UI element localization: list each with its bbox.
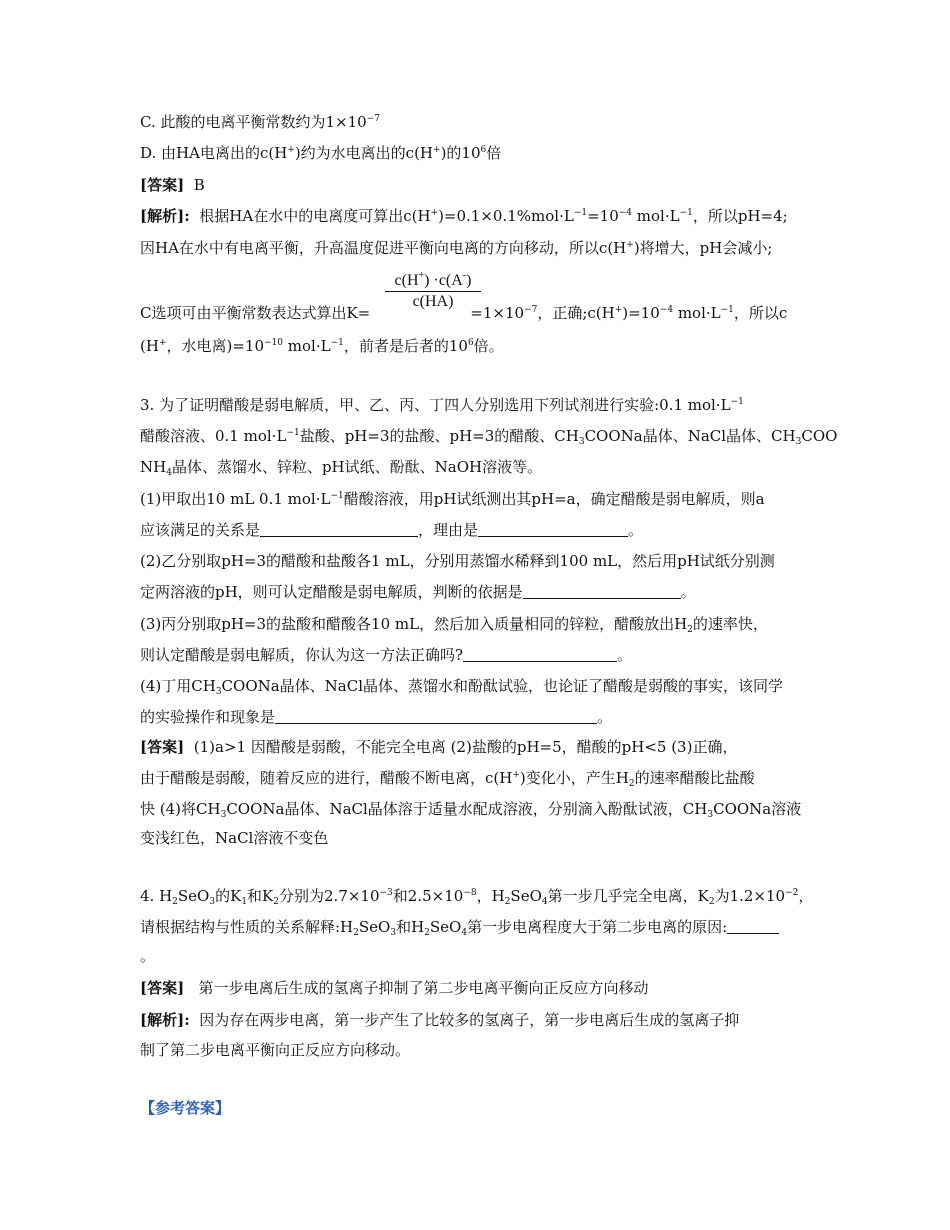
question-3-part-2-line-1: (2)乙分别取pH=3的醋酸和盐酸各1 mL，分别用蒸馏水稀释到100 mL，然后用pH试纸分别测	[140, 552, 775, 570]
question-3-part-1-line-1: (1)甲取出10 mL 0.1 $mol\cdot L^{-1}$醋酸溶液，用pH试纸测出其pH=a，确定醋酸是弱电解质，则a	[140, 490, 765, 508]
reference-answer-heading: 【参考答案】	[140, 1099, 231, 1117]
question-4-line-1: 4. $H_2SeO_3$的$K_1$和$K_2$分别为$2.7\times 10^{-3}$和$2.5\times 10^{-8}$，$H_2SeO_4$第一步几乎完全电离，$K_2$为$1.2\times 10^{-2}$，	[140, 887, 814, 907]
question-3-part-3-line-1: (3)丙分别取pH=3的盐酸和醋酸各10 mL，然后加入质量相同的锌粒，醋酸放出$H_2$的速率快，	[140, 615, 768, 635]
question-3-part-4-line-2: 的实验操作和现象是 。	[140, 708, 613, 726]
answer-blank[interactable]	[260, 522, 418, 537]
explanation-4-line-2: 制了第二步电离平衡向正反应方向移动。	[140, 1041, 411, 1059]
explanation-2-line-3: C选项可由平衡常数表达式算出$K= =1\times 10^{-7}$，正确$;c(H^+)=10^{-4}$ $mol\cdot L^{-1}$，所以c	[140, 304, 788, 322]
question-3-line-3: $NH_4$晶体、蒸馏水、锌粒、pH试纸、酚酞、NaOH溶液等。	[140, 458, 543, 478]
answer-3-line-4: 变浅红色，NaCl溶液不变色	[140, 829, 329, 847]
answer-blank[interactable]	[463, 647, 617, 662]
option-c: C. 此酸的电离平衡常数约为$1\times 10^{-7}$	[140, 113, 380, 131]
answer-blank[interactable]	[523, 584, 681, 599]
question-3-part-1-line-2: 应该满足的关系是 ，理由是 。	[140, 521, 644, 539]
answer-blank[interactable]	[478, 522, 628, 537]
explanation-2-line-2: 因HA在水中有电离平衡，升高温度促进平衡向电离的方向移动，所以c(H+)将增大，pH会减小;	[140, 239, 773, 257]
fraction-numerator: c(H+) ·c(A-)	[385, 272, 481, 292]
question-3-part-4-line-1: (4)丁用$CH_3COONa$晶体、NaCl晶体、蒸馏水和酚酞试验，也论证了醋酸是弱酸的事实，该同学	[140, 677, 784, 697]
question-3-line-1: 3. 为了证明醋酸是弱电解质，甲、乙、丙、丁四人分别选用下列试剂进行实验:0.1 $mol\cdot L^{-1}$	[140, 396, 744, 414]
question-3-part-2-line-2: 定两溶液的pH，则可认定醋酸是弱电解质，判断的依据是 。	[140, 583, 696, 601]
explanation-2-line-1: [解析]: 根据HA在水中的电离度可算出$c(H^+)=0.1\times 0.1\%mol\cdot L^{-1}=10^{-4}$ $mol\cdot L^{-1}$，所以pH=4;	[140, 207, 788, 225]
answer-blank[interactable]	[727, 919, 779, 934]
answer-2: [答案] B	[140, 176, 205, 194]
answer-3-line-1: [答案] (1)a>1 因醋酸是弱酸，不能完全电离 (2)盐酸的pH=5，醋酸的pH<5 (3)正确，	[140, 738, 738, 756]
option-d: D. 由HA电离出的c(H+)约为水电离出的c(H+)的$10^6$倍	[140, 144, 502, 162]
question-4-line-3: 。	[140, 947, 156, 965]
answer-blank[interactable]	[275, 709, 597, 724]
explanation-2-line-4: (H+，水电离)$=10^{-10}$ $mol\cdot L^{-1}$，前者是后者的$10^6$倍。	[140, 337, 504, 355]
fraction-denominator: c(HA)	[412, 293, 454, 310]
question-3-part-3-line-2: 则认定醋酸是弱电解质，你认为这一方法正确吗? 。	[140, 646, 633, 664]
answer-3-line-2: 由于醋酸是弱酸，随着反应的进行，醋酸不断电离，c(H+)变化小，产生$H_2$的速率醋酸比盐酸	[140, 769, 755, 789]
question-4-line-2: 请根据结构与性质的关系解释$:H_2SeO_3$和$H_2SeO_4$第一步电离程度大于第二步电离的原因:	[140, 917, 779, 937]
answer-4: [答案] 第一步电离后生成的氢离子抑制了第二步电离平衡向正反应方向移动	[140, 979, 649, 997]
explanation-4-line-1: [解析]: 因为存在两步电离，第一步产生了比较多的氢离子，第一步电离后生成的氢离子抑	[140, 1011, 740, 1029]
question-3-line-2: 醋酸溶液、0.1 $mol\cdot L^{-1}$盐酸、pH=3的盐酸、pH=3的醋酸、$CH_3COONa$晶体、NaCl晶体、$CH_3COO$	[140, 427, 838, 447]
answer-3-line-3: 快 (4)将$CH_3COONa$晶体、NaCl晶体溶于适量水配成溶液，分别滴入酚酞试液，$CH_3COONa$溶液	[140, 800, 802, 820]
